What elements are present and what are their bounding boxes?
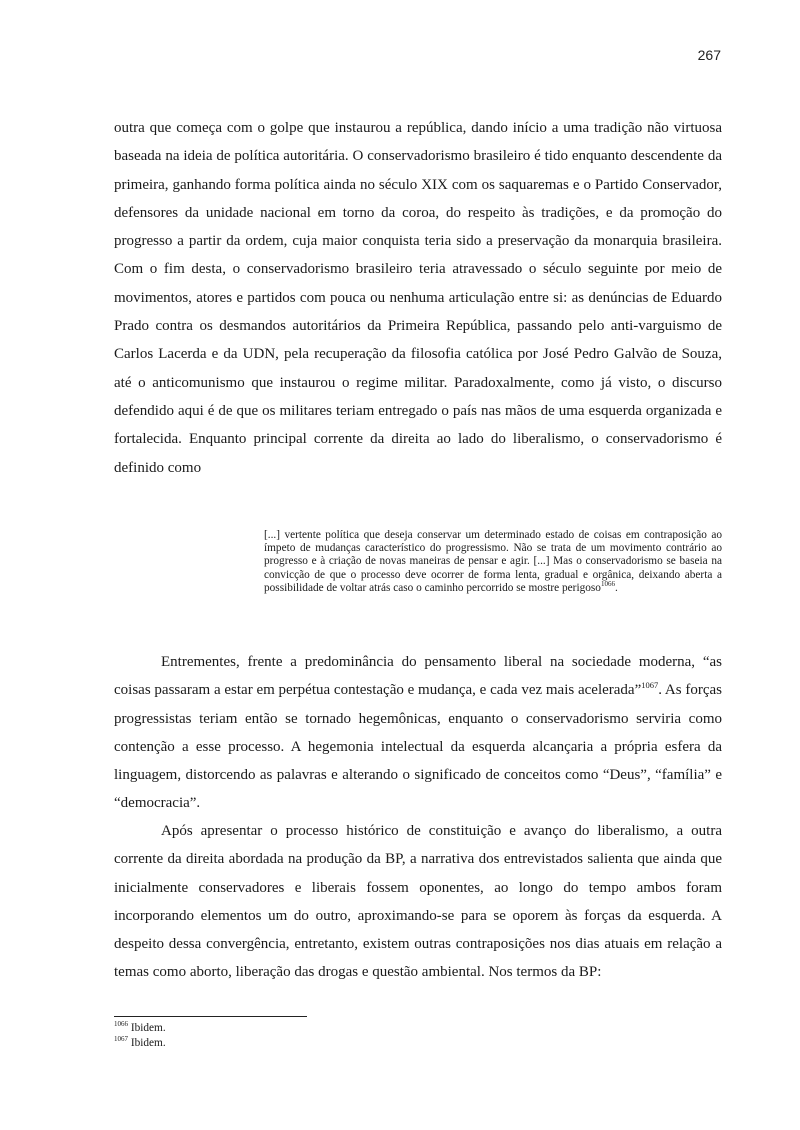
footnote-text: Ibidem. — [128, 1022, 166, 1034]
footnote-ref-1066: 1066 — [600, 579, 615, 588]
footnote-1066 — [114, 1021, 514, 1036]
footnote-number: 1067 — [114, 1034, 128, 1043]
paragraph-2-end: . As forças progressistas teriam então se tornado hegemônicas, enquanto o conservadorismo serviria como contenção a esse processo. A hegemonia intelectual da esquerda alcançaria a própria esfera da linguagem, distorcendo as palavras e alterando o significado de conceitos como “Deus”, “família” e “democracia”. — [114, 682, 722, 812]
footnote-text: Ibidem. — [128, 1036, 166, 1049]
paragraph-1: outra que começa com o golpe que instaurou a república, dando início a uma tradição não virtuosa baseada na ideia de política autoritária. O conservadorismo brasileiro é tido enquanto descendente da primeira, ganhando forma política ainda no século XIX com os saquaremas e o Partido Conservador, defensores da unidade nacional em torno da coroa, do respeito às tradições, e da promoção do progresso a partir da ordem, cuja maior conquista teria sido a preservação da monarquia brasileira. Com o fim desta, o conservadorismo brasileiro teria atravessado o século seguinte por meio de movimentos, atores e partidos com pouca ou nenhuma articulação entre si: as denúncias de Eduardo Prado contra os desmandos autoritários da Primeira República, passando pelo anti-varguismo de Carlos Lacerda e da UDN, pela recuperação da filosofia católica por José Pedro Galvão de Souza, até o anticomunismo que instaurou o regime militar. Paradoxalmente, como já visto, o discurso defendido aqui é de que os militares teriam entregado o país nas mãos de uma esquerda organizada e fortalecida. Enquanto principal corrente da direita ao lado do liberalismo, o conservadorismo é definido como — [114, 120, 722, 476]
page-number: 267 — [697, 47, 721, 63]
paragraph-2 — [114, 648, 722, 818]
footnote-1067 — [114, 1036, 514, 1051]
footnote-ref-1067: 1067 — [641, 680, 659, 691]
paragraph-3: Após apresentar o processo histórico de constituição e avanço do liberalismo, a outra corrente da direita abordada na produção da BP, a narrativa dos entrevistados salienta que ainda que inicialmente conservadores e liberais fossem oponentes, ao longo do tempo ambos foram incorporando elementos um do outro, aproximando-se para se oporem às forças da esquerda. A despeito dessa convergência, entretanto, existem outras contraposições nos dias atuais em relação a temas como aborto, liberação das drogas e questão ambiental. Nos termos da BP: — [114, 823, 722, 981]
paragraph-2-start: Entrementes, frente a predominância do pensamento liberal na sociedade moderna, “as coisas passaram a estar em perpétua contestação e mudança, e cada vez mais acelerada” — [114, 654, 722, 699]
block-quote — [264, 529, 722, 595]
footnote-number: 1066 — [114, 1020, 128, 1028]
footnotes — [114, 1021, 514, 1050]
block-quote-end: . — [614, 581, 618, 594]
footnote-divider — [114, 1016, 307, 1017]
block-quote-text: [...] vertente política que deseja conservar um determinado estado de coisas em contraposição ao ímpeto de mudanças característico do progressismo. Não se trata de um movimento contrário ao progresso e à criação de novas maneiras de pensar e agir. [...] Mas o conservadorismo se baseia na convicção de que o processo deve ocorrer de forma lenta, gradual e orgânica, deixando aberta a possibilidade de voltar atrás caso o caminho percorrido se mostre perigoso — [264, 529, 722, 594]
